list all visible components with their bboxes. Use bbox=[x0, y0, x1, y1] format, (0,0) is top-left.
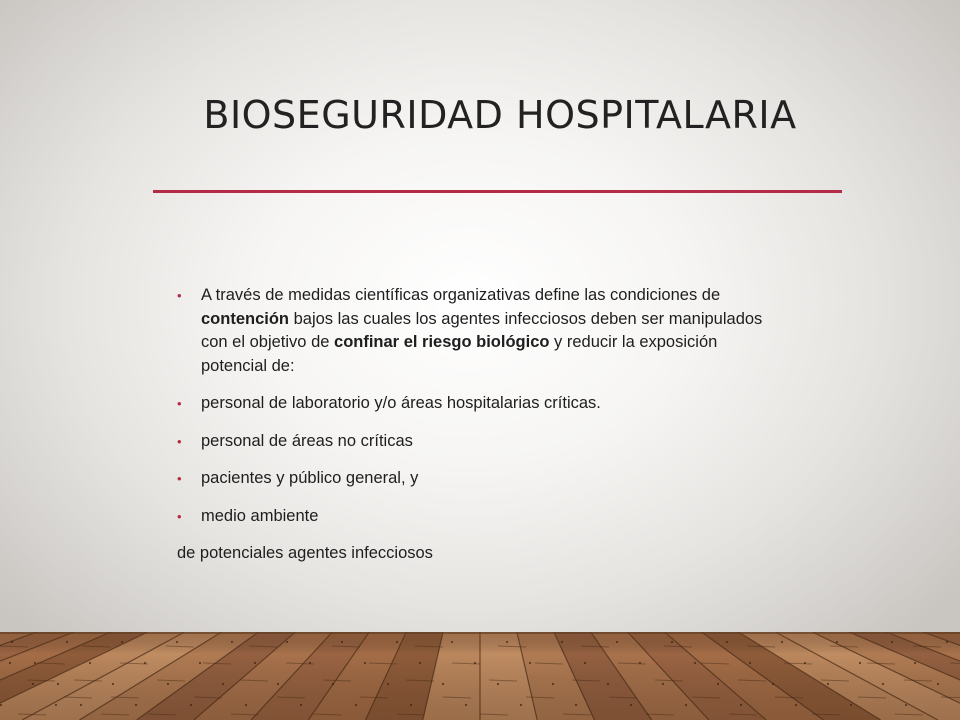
bullet-item bbox=[163, 392, 763, 416]
wood-planks-image bbox=[0, 632, 960, 720]
bullet-text: personal de áreas no críticas bbox=[201, 431, 413, 450]
bullet-dot-icon: • bbox=[177, 433, 182, 449]
bullet-dot-icon: • bbox=[177, 396, 182, 411]
emphasis-text: confinar el riesgo biológico bbox=[334, 333, 550, 351]
bullet-item bbox=[163, 505, 763, 529]
bullet-text: A través de medidas científicas organizativas define las condiciones de contención bajos las cuales los agentes infecciosos deben ser manipulados con el objetivo de confinar el riesgo biológico y reducir la exposición potencial de: bbox=[201, 286, 763, 375]
bullet-dot-icon: • bbox=[177, 288, 182, 303]
bullet-item bbox=[163, 467, 763, 491]
wood-floor-background bbox=[0, 632, 960, 720]
emphasis-text: contención bbox=[201, 309, 290, 328]
bullet-text: pacientes y público general, y bbox=[201, 469, 419, 487]
bullet-item bbox=[163, 284, 763, 378]
footer-text: de potenciales agentes infecciosos bbox=[177, 544, 433, 562]
slide-title: BIOSEGURIDAD HOSPITALARIA bbox=[203, 93, 797, 137]
bullet-text: medio ambiente bbox=[201, 506, 319, 525]
bullet-item bbox=[163, 430, 763, 454]
title-underline bbox=[153, 190, 842, 193]
bullet-dot-icon: • bbox=[177, 471, 182, 486]
bullet-text: personal de laboratorio y/o áreas hospitalarias críticas. bbox=[201, 394, 601, 412]
slide-body bbox=[163, 284, 763, 566]
bullet-dot-icon: • bbox=[177, 508, 182, 524]
